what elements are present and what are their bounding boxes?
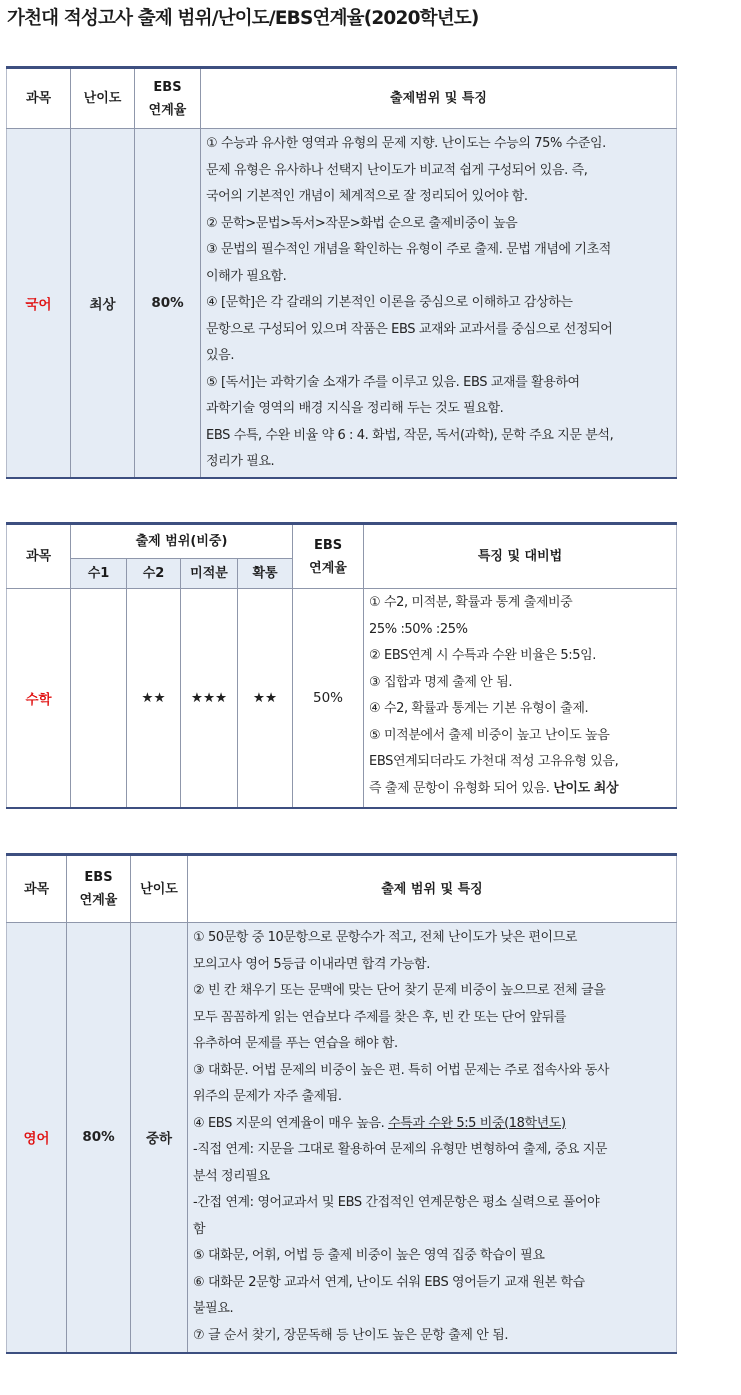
header-feature: 특징 및 대비법: [364, 524, 677, 589]
feature-line: 25% :50% :25%: [369, 621, 468, 637]
scope-line-text: ④ EBS 지문의 연계율이 매우 높음.: [193, 1115, 389, 1131]
header-su1: 수1: [71, 559, 127, 589]
header-difficulty: 난이도: [131, 855, 188, 923]
scope-line: 있음.: [206, 348, 235, 363]
feature-line: ④ 수2, 확률과 통계는 기본 유형이 출제.: [369, 701, 589, 716]
header-scope: 출제 범위 및 특징: [188, 855, 677, 923]
scope-line: 유추하여 문제를 푸는 연습을 해야 함.: [193, 1036, 398, 1051]
ebs-cell: 80%: [135, 129, 201, 478]
header-difficulty: 난이도: [71, 68, 135, 129]
scope-line: -간접 연계: 영어교과서 및 EBS 간접적인 연계문항은 평소 실력으로 풀어야: [193, 1195, 600, 1210]
scope-line: ② 문학>문법>독서>작문>화법 순으로 출제비중이 높음: [206, 215, 518, 231]
header-subject: 과목: [7, 524, 71, 589]
scope-line: [193, 1111, 672, 1138]
scope-line: ⑦ 글 순서 찾기, 장문독해 등 난이도 높은 문항 출제 안 됨.: [193, 1327, 509, 1343]
header-ebs-line1: EBS: [84, 870, 113, 885]
feature-line: ⑤ 미적분에서 출제 비중이 높고 난이도 높음: [369, 727, 610, 743]
header-ebs-line2: 연계율: [79, 893, 118, 908]
scope-line: ⑤ 대화문, 어휘, 어법 등 출제 비중이 높은 영역 집중 학습이 필요: [193, 1248, 545, 1263]
scope-line: 분석 정리필요: [193, 1168, 270, 1184]
english-table: [6, 853, 677, 1354]
scope-line: ① 50문항 중 10문항으로 문항수가 적고, 전체 난이도가 낮은 편이므로: [193, 930, 578, 945]
scope-line: ⑥ 대화문 2문항 교과서 연계, 난이도 쉬워 EBS 영어듣기 교재 원본 학습: [193, 1274, 585, 1290]
header-calc: 미적분: [181, 559, 238, 589]
header-scope: 출제범위 및 특징: [201, 68, 677, 129]
scope-line: ① 수능과 유사한 영역과 유형의 문제 지향. 난이도는 수능의 75% 수준임.: [206, 136, 606, 151]
feature-line: ② EBS연계 시 수특과 수완 비율은 5:5임.: [369, 648, 596, 663]
scope-line: 문항으로 구성되어 있으며 작품은 EBS 교재와 교과서를 중심으로 선정되어: [206, 321, 613, 337]
scope-line: -직접 연계: 지문을 그대로 활용하여 문제의 유형만 변형하여 출제, 중요 지문: [193, 1142, 608, 1157]
feature-line-text: 즉 출제 문항이 유형화 되어 있음.: [369, 780, 554, 796]
header-prob: 확통: [238, 559, 293, 589]
feature-line: EBS연계되더라도 가천대 적성 고유유형 있음,: [369, 754, 619, 769]
header-scope: 출제 범위(비중): [71, 524, 293, 559]
scope-line: 정리가 필요.: [206, 454, 275, 469]
header-su2: 수2: [127, 559, 181, 589]
header-subject: 과목: [7, 68, 71, 129]
header-subject: 과목: [7, 855, 67, 923]
feature-line: ③ 집합과 명제 출제 안 됨.: [369, 674, 513, 690]
difficulty-cell: 최상: [71, 129, 135, 478]
scope-line: 이해가 필요함.: [206, 268, 287, 284]
scope-line: 함: [193, 1221, 206, 1237]
header-ebs: [135, 68, 201, 129]
scope-line: ⑤ [독서]는 과학기술 소재가 주를 이루고 있음. EBS 교재를 활용하여: [206, 374, 580, 390]
calc-stars: ★★★: [181, 589, 238, 808]
scope-line: 모의고사 영어 5등급 이내라면 합격 가능함.: [193, 956, 430, 972]
header-ebs-line1: EBS: [313, 537, 343, 553]
feature-line: [369, 776, 672, 803]
header-ebs: [67, 855, 131, 923]
scope-line: 국어의 기본적인 개념이 체계적으로 잘 정리되어 있어야 함.: [206, 189, 528, 204]
feature-line: ① 수2, 미적분, 확률과 통계 출제비중: [369, 595, 573, 610]
scope-line: 문제 유형은 유사하나 선택지 난이도가 비교적 쉽게 구성되어 있음. 즉,: [206, 162, 588, 178]
header-ebs-line1: EBS: [153, 79, 182, 95]
scope-cell: [201, 129, 677, 478]
ebs-cell: 50%: [293, 589, 364, 808]
scope-cell: [188, 923, 677, 1353]
prob-stars: ★★: [238, 589, 293, 808]
scope-line: 모두 꼼꼼하게 읽는 연습보다 주제를 찾은 후, 빈 칸 또는 단어 앞뒤를: [193, 1009, 567, 1025]
underlined-ratio: 수특과 수완 5:5 비중(18학년도): [388, 1115, 566, 1131]
scope-line: EBS 수특, 수완 비율 약 6 : 4. 화법, 작문, 독서(과학), 문학 주요 지문 분석,: [206, 427, 614, 443]
su2-stars: ★★: [127, 589, 181, 808]
header-ebs: [293, 524, 364, 589]
scope-line: ② 빈 칸 채우기 또는 문맥에 맞는 단어 찾기 문제 비중이 높으므로 전체 글을: [193, 983, 606, 998]
ebs-cell: 80%: [67, 923, 131, 1353]
difficulty-cell: 중하: [131, 923, 188, 1353]
difficulty-emphasis: 난이도 최상: [553, 780, 619, 796]
header-ebs-line2: 연계율: [148, 102, 187, 118]
header-ebs-line2: 연계율: [309, 560, 347, 576]
scope-line: ③ 문법의 필수적인 개념을 확인하는 유형이 주로 출제. 문법 개념에 기초적: [206, 242, 611, 257]
korean-table: [6, 66, 677, 479]
scope-line: 위주의 문제가 자주 출제됨.: [193, 1089, 342, 1104]
su1-cell: [71, 589, 127, 808]
feature-cell: [364, 589, 677, 808]
scope-line: ④ [문학]은 각 갈래의 기본적인 이론을 중심으로 이해하고 감상하는: [206, 295, 573, 310]
math-table: [6, 522, 677, 809]
subject-cell: 수학: [7, 589, 71, 808]
subject-cell: 영어: [7, 923, 67, 1353]
scope-line: 불필요.: [193, 1301, 234, 1316]
scope-line: 과학기술 영역의 배경 지식을 정리해 두는 것도 필요함.: [206, 401, 504, 416]
page-title: 가천대 적성고사 출제 범위/난이도/EBS연계율(2020학년도): [7, 8, 479, 29]
subject-cell: 국어: [7, 129, 71, 478]
scope-line: ③ 대화문. 어법 문제의 비중이 높은 편. 특히 어법 문제는 주로 접속사와 동사: [193, 1062, 610, 1078]
